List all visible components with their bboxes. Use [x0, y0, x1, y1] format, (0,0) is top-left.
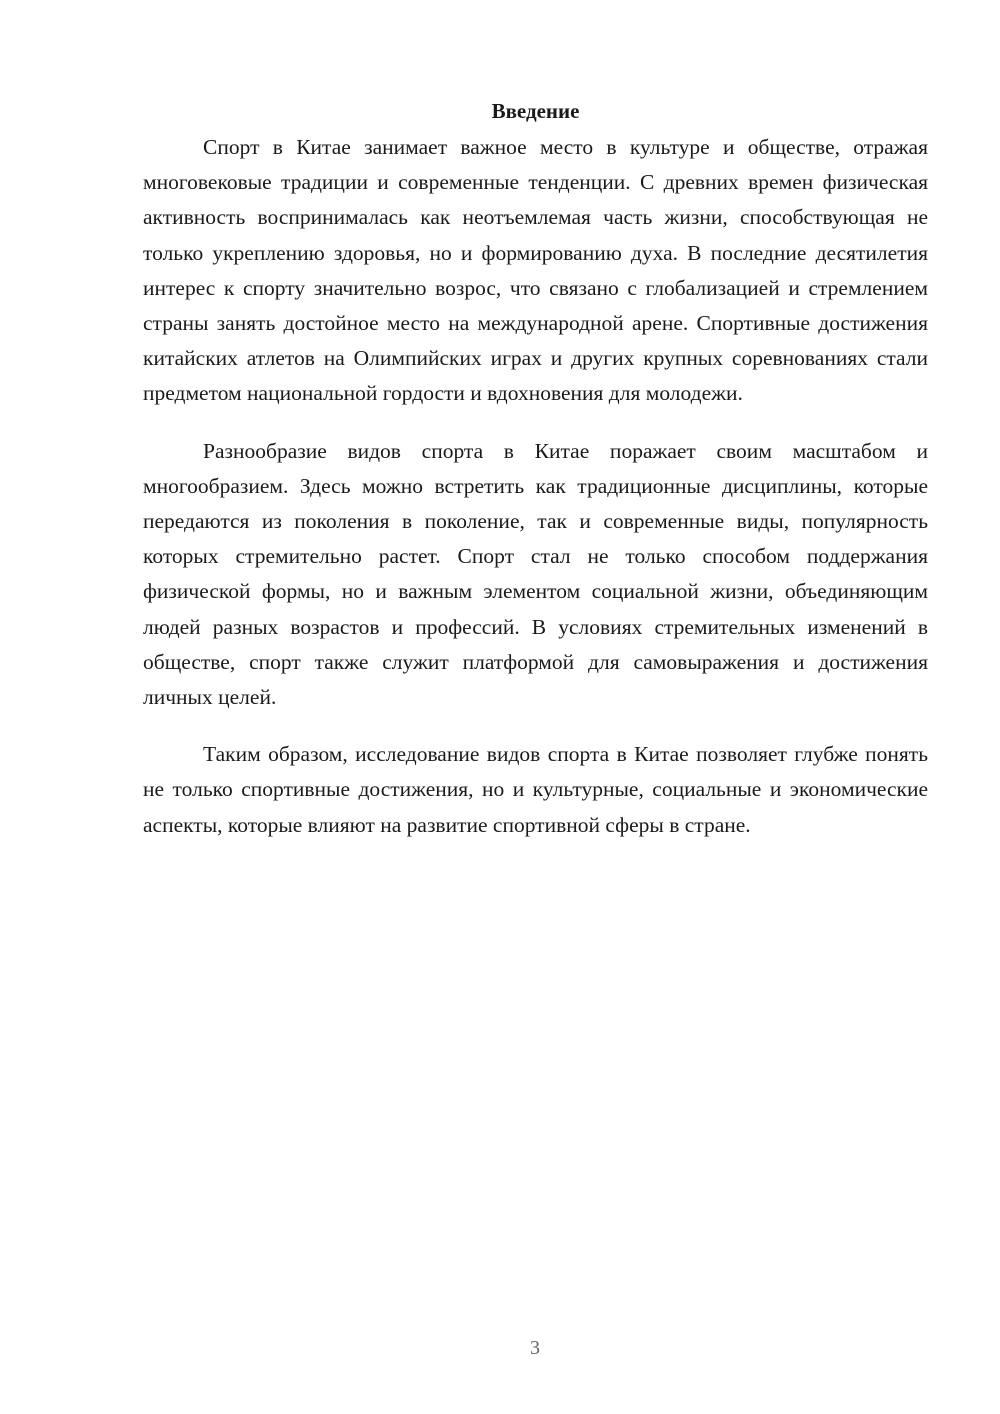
paragraph-3: Таким образом, исследование видов спорта в Китае позволяет глубже понять не только спортивные достижения, но и культурные, социальные и экономические аспекты, которые влияют на развитие спортивной сферы в стране. [143, 742, 928, 837]
paragraph-2: Разнообразие видов спорта в Китае поражает своим масштабом и многообразием. Здесь можно встретить как традиционные дисциплины, которые передаются из поколения в поколение, так и современные виды, популярность которых стремительно растет. Спорт стал не только способом поддержания физической формы, но и важным элементом социальной жизни, объединяющим людей разных возрастов и профессий. В условиях стремительных изменений в обществе, спорт также служит платформой для самовыражения и достижения личных целей. [143, 438, 928, 710]
page-number: 3 [530, 1337, 540, 1359]
page-content [143, 96, 928, 865]
paragraph-1: Спорт в Китае занимает важное место в культуре и обществе, отражая многовековые традиции и современные тенденции. С древних времен физическая активность воспринималась как неотъемлемая часть жизни, способствующая не только укреплению здоровья, но и формированию духа. В последние десятилетия интерес к спорту значительно возрос, что связано с глобализацией и стремлением страны занять достойное место на международной арене. Спортивные достижения китайских атлетов на Олимпийских играх и других крупных соревнованиях стали предметом национальной гордости и вдохновения для молодежи. [143, 135, 928, 406]
section-heading: Введение [491, 99, 580, 123]
